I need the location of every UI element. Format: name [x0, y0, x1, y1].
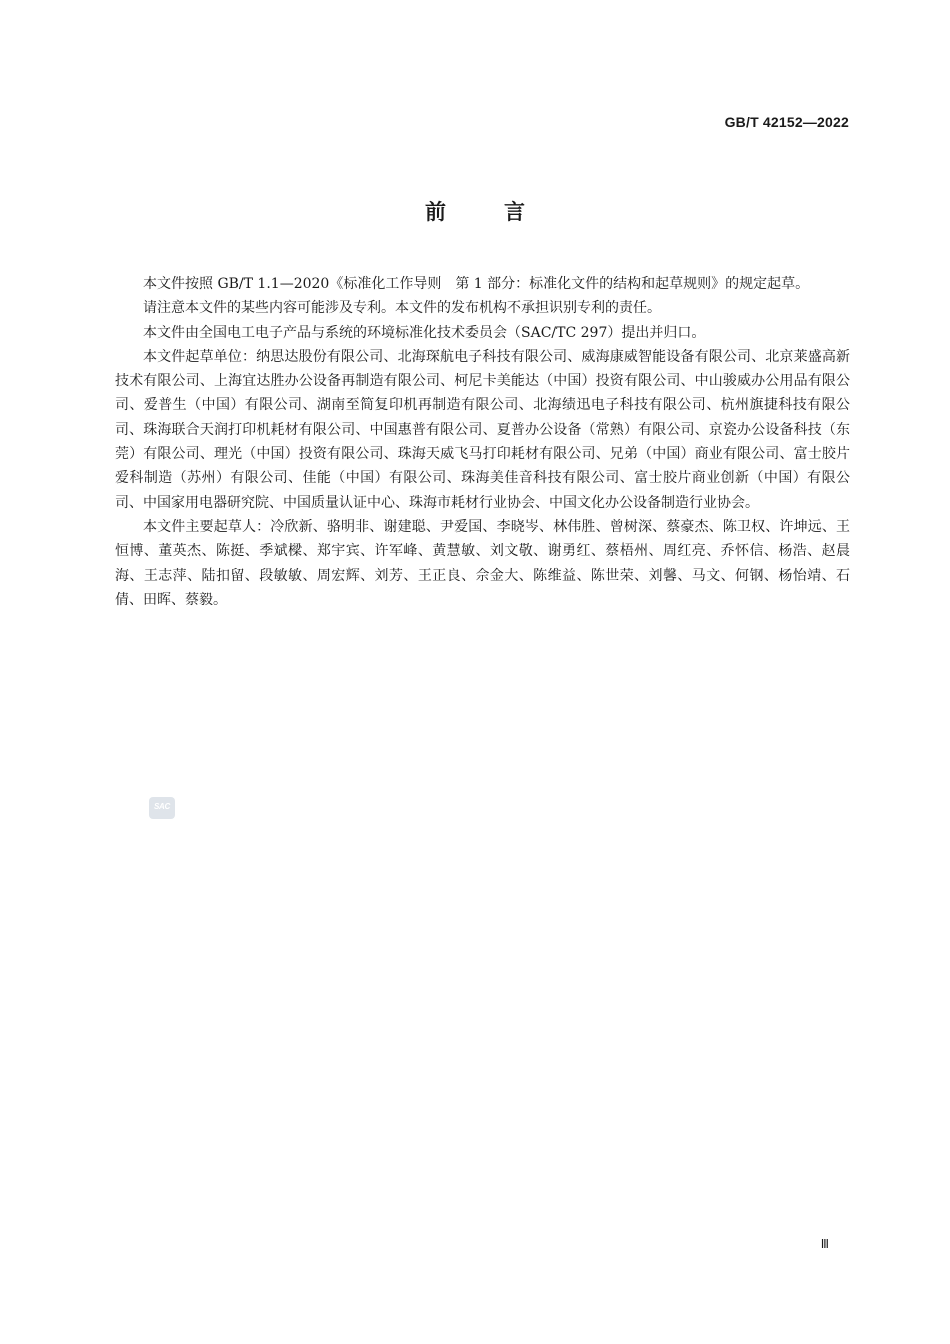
paragraph-drafting-rules: 本文件按照 GB/T 1.1—2020《标准化工作导则 第 1 部分：标准化文件的结构和起草规则》的规定起草。 — [143, 276, 810, 292]
standard-number: GB/T 42152—2022 — [724, 114, 849, 130]
paragraph-drafting-units: 本文件起草单位：纳思达股份有限公司、北海琛航电子科技有限公司、威海康威智能设备有限公司、北京莱盛高新技术有限公司、上海宜达胜办公设备再制造有限公司、柯尼卡美能达（中国）投资有限公司、中山骏威办公用品有限公司、爱普生（中国）有限公司、湖南至简复印机再制造有限公司、北海绩迅电子科技有限公司、杭州旗捷科技有限公司、珠海联合天润打印机耗材有限公司、中国惠普有限公司、夏普办公设备（常熟）有限公司、京瓷办公设备科技（东莞）有限公司、理光（中国）投资有限公司、珠海天威飞马打印耗材有限公司、兄弟（中国）商业有限公司、富士胶片爱科制造（苏州）有限公司、佳能（中国）有限公司、珠海美佳音科技有限公司、富士胶片商业创新（中国）有限公司、中国家用电器研究院、中国质量认证中心、珠海市耗材行业协会、中国文化办公设备制造行业协会。 — [115, 348, 850, 511]
paragraph-proposer: 本文件由全国电工电子产品与系统的环境标准化技术委员会（SAC/TC 297）提出并归口。 — [143, 324, 706, 341]
page-title: 前言 — [425, 200, 583, 224]
sac-watermark-logo — [149, 797, 175, 819]
paragraph-patent-notice: 请注意本文件的某些内容可能涉及专利。本文件的发布机构不承担识别专利的责任。 — [143, 300, 661, 317]
foreword-body — [115, 272, 850, 612]
paragraph-drafters: 本文件主要起草人：冷欣新、骆明非、谢建聪、尹爱国、李晓岑、林伟胜、曾树深、蔡豪杰、陈卫权、许坤远、王恒博、董英杰、陈挺、季斌樑、郑宇宾、许军峰、黄慧敏、刘文敬、谢勇红、蔡梧州、周红亮、乔怀信、杨浩、赵晨海、王志萍、陆扣留、段敏敏、周宏辉、刘芳、王正良、佘金大、陈维益、陈世荣、刘馨、马文、何钢、杨怡靖、石倩、田晖、蔡毅。 — [115, 518, 850, 608]
page-number: Ⅲ — [820, 1237, 829, 1251]
sac-watermark-text: SAC — [154, 802, 170, 811]
